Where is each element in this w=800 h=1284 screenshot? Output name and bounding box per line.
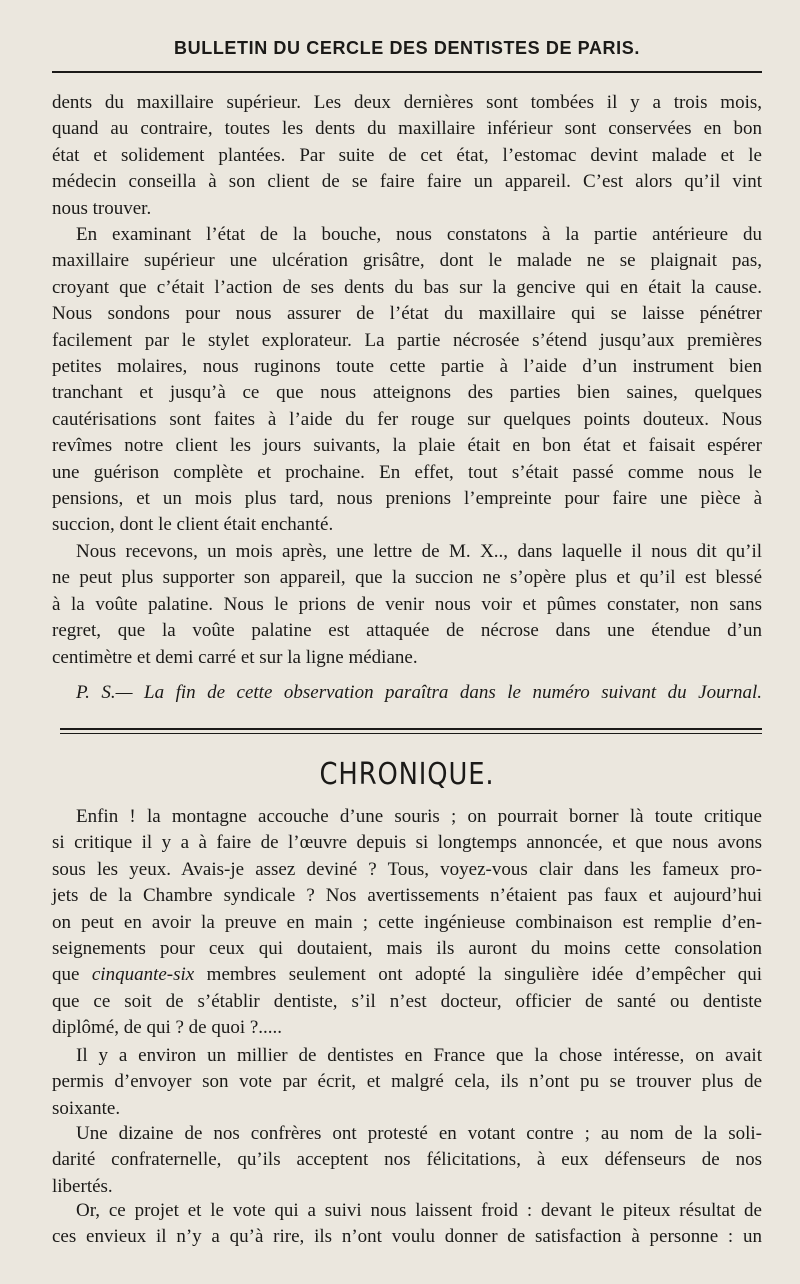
text-line: état et solidement plantées. Par suite de cet état, l’estomac devint malade et le — [52, 144, 762, 166]
text-line: à la voûte palatine. Nous le prions de venir nous voir et pûmes constater, non sans — [52, 593, 762, 615]
text-line: dents du maxillaire supérieur. Les deux dernières sont tombées il y a trois mois, — [52, 92, 762, 113]
section-divider-thin — [60, 733, 762, 734]
section-divider — [60, 728, 762, 730]
text-line: une guérison complète et prochaine. En effet, tout s’était passé comme nous le — [52, 461, 762, 483]
chronique-paragraph-1 — [52, 804, 762, 1042]
text-line: quand au contraire, toutes les dents du maxillaire inférieur sont conservées en bon — [52, 118, 762, 140]
section-title: CHRONIQUE. — [319, 757, 495, 792]
text-line: seignements pour ceux qui doutaient, mais ils auront du moins cette consolation — [52, 937, 762, 959]
text-line: cautérisations sont faites à l’aide du fer rouge sur quelques points douteux. Nous — [52, 408, 762, 430]
text-line: Enfin ! la montagne accouche d’une souris ; on pourrait borner là toute critique — [76, 806, 762, 827]
text-line: diplômé, de qui ? de quoi ?..... — [52, 1017, 283, 1039]
text-line: nous trouver. — [52, 197, 152, 219]
text-line: petites molaires, nous ruginons toute cette partie à l’aide d’un instrument bien — [52, 355, 762, 377]
header-rule — [52, 71, 762, 73]
text-line: soixante. — [52, 1097, 121, 1119]
text-line: médecin conseilla à son client de se faire faire un appareil. C’est alors qu’il vint — [52, 171, 762, 193]
chronique-paragraph-2 — [52, 1043, 762, 1122]
article-paragraph-1 — [52, 90, 762, 222]
text-line: regret, que la voûte palatine est attaquée de nécrose dans une étendue d’un — [52, 620, 762, 642]
text-line: pensions, et un mois plus tard, nous prenions l’empreinte pour faire une pièce à — [52, 487, 762, 509]
text-line: Or, ce projet et le vote qui a suivi nous laissent froid : devant le piteux résultat de — [76, 1200, 762, 1221]
text-line: si critique il y a à faire de l’œuvre depuis si longtemps annoncée, et que nous avons — [52, 832, 762, 854]
text-line: Une dizaine de nos confrères ont protesté en votant contre ; au nom de la soli- — [76, 1123, 762, 1144]
text-line: En examinant l’état de la bouche, nous constatons à la partie antérieure du — [76, 224, 762, 245]
text-fragment: que — [52, 964, 92, 986]
text-line: croyant que c’était l’action de ses dents du bas sur la gencive qui en était la cause. — [52, 276, 762, 298]
running-header: BULLETIN DU CERCLE DES DENTISTES DE PARIS. — [174, 38, 640, 58]
text-line: Nous recevons, un mois après, une lettre de M. X.., dans laquelle il nous dit qu’il — [76, 541, 762, 562]
chronique-paragraph-4 — [52, 1198, 762, 1251]
text-line: Il y a environ un millier de dentistes en France que la chose intéresse, on avait — [76, 1045, 762, 1066]
text-line: permis d’envoyer son vote par écrit, et malgré cela, ils n’ont pu se trouver plus de — [52, 1071, 762, 1093]
text-line: centimètre et demi carré et sur la ligne médiane. — [52, 646, 418, 668]
text-line: libertés. — [52, 1175, 113, 1197]
article-paragraph-2 — [52, 222, 762, 539]
text-line: jets de la Chambre syndicale ? Nos avertissements n’étaient pas faux et aujourd’hui — [52, 885, 762, 907]
italic-number-text: cinquante-six — [91, 964, 195, 986]
text-line: facilement par le stylet explorateur. La partie nécrosée s’étend jusqu’aux premières — [52, 329, 762, 351]
text-line-mixed — [52, 962, 762, 988]
text-line: maxillaire supérieur une ulcération grisâtre, dont le malade ne se plaignait pas, — [52, 250, 762, 272]
text-line: on peut en avoir la preuve en main ; cette ingénieuse combinaison est remplie d’en- — [52, 911, 762, 933]
text-line: sous les yeux. Avais-je assez deviné ? Tous, voyez-vous clair dans les fameux pro- — [52, 858, 762, 880]
text-line: revîmes notre client les jours suivants, la plaie était en bon état et faisait espérer — [52, 435, 762, 457]
text-line: ne peut plus supporter son appareil, que la succion ne s’opère plus et qu’il est blessé — [52, 567, 762, 589]
text-line: que ce soit de s’établir dentiste, s’il n’est docteur, officier de santé ou dentiste — [52, 990, 762, 1012]
text-line: Nous sondons pour nous assurer de l’état du maxillaire qui se laisse pénétrer — [52, 303, 762, 325]
text-line: tranchant et jusqu’à ce que nous atteignons des parties bien saines, quelques — [52, 382, 762, 404]
article-paragraph-3 — [52, 539, 762, 671]
text-fragment: membres seulement ont adopté la singulière idée d’empêcher qui — [194, 964, 762, 986]
chronique-paragraph-3 — [52, 1121, 762, 1200]
text-line: ces envieux il n’y a qu’à rire, ils n’ont voulu donner de satisfaction à personne : un — [52, 1226, 762, 1248]
text-line: succion, dont le client était enchanté. — [52, 514, 334, 536]
postscript: P. S.— La fin de cette observation paraîtra dans le numéro suivant du Journal. — [76, 682, 762, 703]
text-line: darité confraternelle, qu’ils acceptent nos félicitations, à eux défenseurs de nos — [52, 1149, 762, 1171]
